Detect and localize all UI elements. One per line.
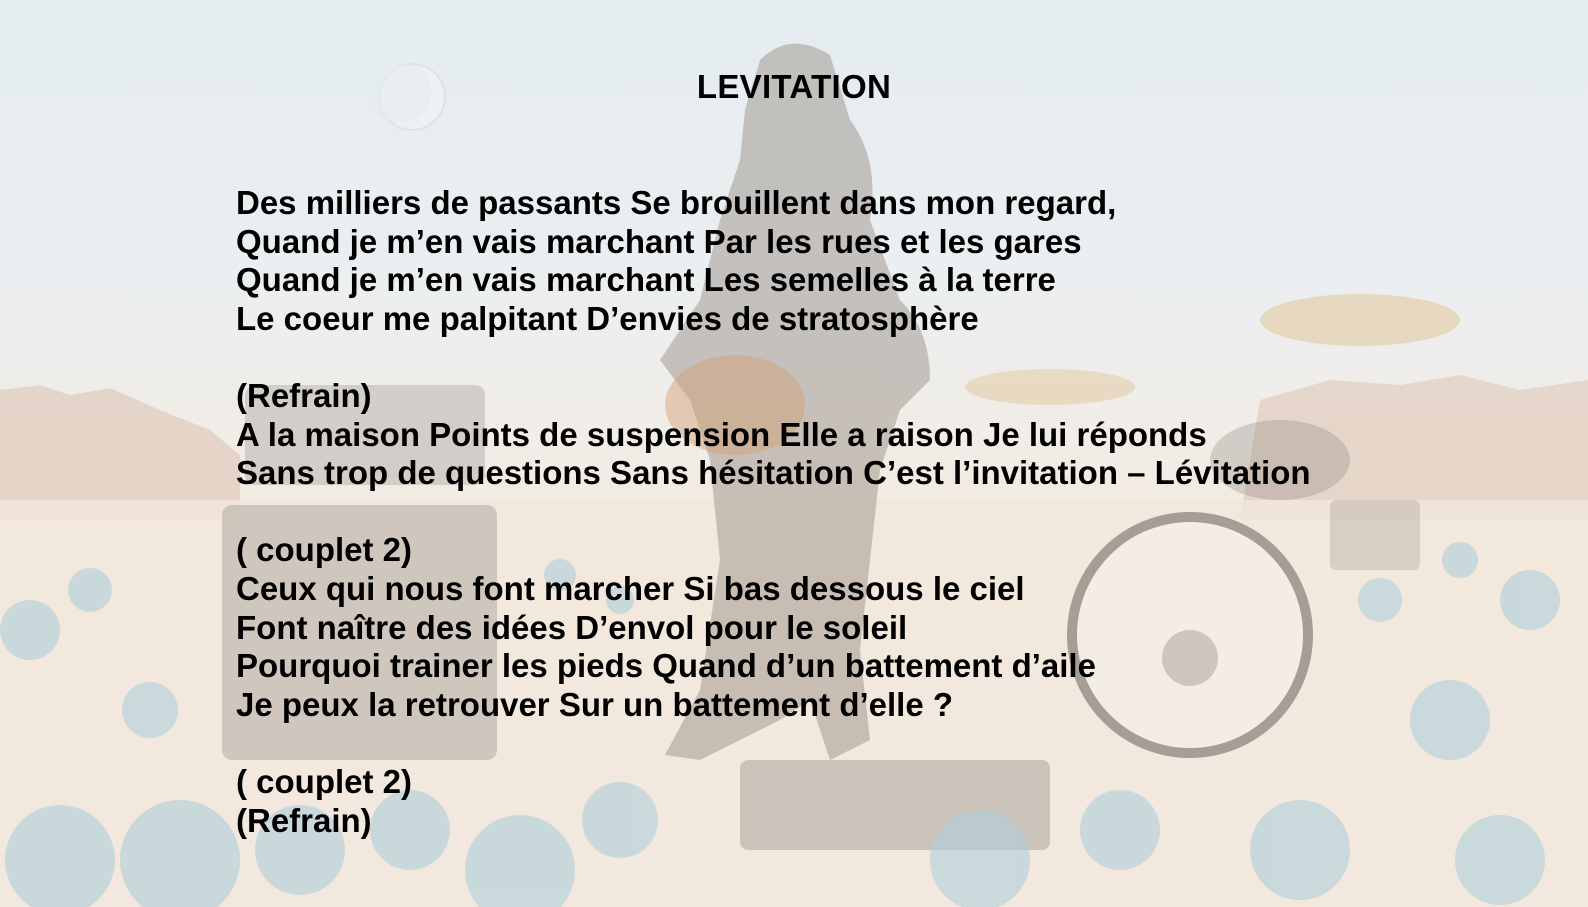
lyric-line: Des milliers de passants Se brouillent dans mon regard, bbox=[236, 184, 1117, 221]
couplet-label: ( couplet 2) bbox=[236, 531, 413, 569]
lyric-line: Quand je m’en vais marchant Par les rues et les gares bbox=[236, 222, 1082, 260]
lyric-line: Font naître des idées D’envol pour le soleil bbox=[236, 608, 908, 646]
lyric-line: Quand je m’en vais marchant Les semelles à la terre bbox=[236, 261, 1056, 299]
refrain-label: (Refrain) bbox=[236, 376, 372, 414]
lyric-line: Ceux qui nous font marcher Si bas dessous le ciel bbox=[236, 569, 1025, 607]
lyric-line: Le coeur me palpitant D’envies de stratosphère bbox=[236, 299, 979, 337]
lyric-line: A la maison Points de suspension Elle a raison Je lui réponds bbox=[236, 415, 1207, 453]
stanza-gap bbox=[236, 338, 1476, 377]
song-title: LEVITATION bbox=[696, 68, 892, 105]
lyrics-block bbox=[236, 184, 1476, 840]
stanza-gap bbox=[236, 724, 1476, 763]
lyric-line: Pourquoi trainer les pieds Quand d’un battement d’aile bbox=[236, 647, 1096, 685]
refrain-label: (Refrain) bbox=[236, 801, 372, 839]
lyric-line: Sans trop de questions Sans hésitation C’est l’invitation – Lévitation bbox=[236, 454, 1311, 492]
lyric-line: Je peux la retrouver Sur un battement d’elle ? bbox=[236, 685, 954, 723]
couplet-label: ( couplet 2) bbox=[236, 762, 413, 800]
stanza-gap bbox=[236, 493, 1476, 532]
